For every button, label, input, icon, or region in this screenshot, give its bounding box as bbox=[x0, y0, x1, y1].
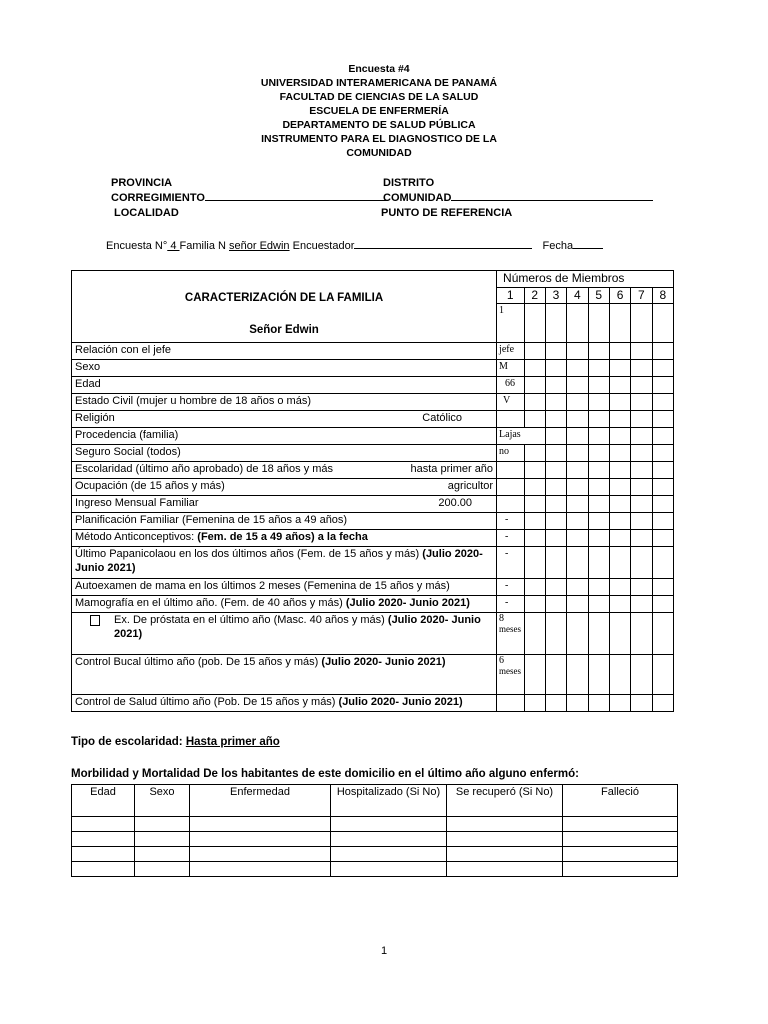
member1-head-cell: 1 bbox=[497, 304, 524, 343]
seguro-label: Seguro Social (todos) bbox=[72, 445, 497, 462]
table-row bbox=[72, 394, 674, 411]
ocupacion-label: Ocupación (de 15 años y más) bbox=[75, 480, 225, 492]
table-row bbox=[72, 579, 674, 596]
table-row bbox=[72, 513, 674, 530]
encuestador-label: Encuestador bbox=[289, 240, 355, 252]
morbilidad-cell[interactable] bbox=[331, 832, 447, 847]
sexo-label: Sexo bbox=[72, 360, 497, 377]
morbilidad-column-header: Hospitalizado (Si No) bbox=[331, 785, 447, 817]
relacion-value: jefe bbox=[497, 343, 524, 360]
morbilidad-row bbox=[72, 832, 678, 847]
salud-label: Control de Salud último año (Pob. De 15 años y más) bbox=[75, 696, 339, 708]
prostata-label: Ex. De próstata en el último año (Masc. 40 años y más) bbox=[114, 614, 388, 626]
school-name: ESCUELA DE ENFERMERÍA bbox=[309, 105, 449, 117]
relacion-label: Relación con el jefe bbox=[72, 343, 497, 360]
fecha-blank[interactable] bbox=[573, 248, 603, 249]
members-header: Números de Miembros bbox=[497, 271, 674, 288]
morbilidad-column-header: Falleció bbox=[563, 785, 678, 817]
member-number-1: 1 bbox=[497, 288, 524, 304]
edad-value: 66 bbox=[497, 377, 524, 394]
morbilidad-heading: Morbilidad y Mortalidad De los habitantes de este domicilio en el último año alguno enfermó: bbox=[71, 768, 579, 780]
family-characterization-table bbox=[71, 270, 674, 712]
mamografia-label: Mamografía en el último año. (Fem. de 40 años y más) bbox=[75, 597, 346, 609]
instrument-title-1: INSTRUMENTO PARA EL DIAGNOSTICO DE LA bbox=[261, 133, 497, 145]
table-row bbox=[72, 695, 674, 712]
metodo-period: (Fem. de 15 a 49 años) a la fecha bbox=[197, 531, 368, 543]
table-row bbox=[72, 613, 674, 655]
morbilidad-cell[interactable] bbox=[135, 847, 190, 862]
bucal-value-number: 6 bbox=[499, 655, 505, 666]
comunidad-label: COMUNIDAD bbox=[383, 192, 452, 204]
morbilidad-cell[interactable] bbox=[331, 847, 447, 862]
estado-civil-label: Estado Civil (mujer u hombre de 18 años o más) bbox=[72, 394, 497, 411]
corregimiento-field[interactable] bbox=[111, 192, 388, 204]
morbilidad-cell[interactable] bbox=[447, 847, 563, 862]
autoexamen-label: Autoexamen de mama en los últimos 2 meses (Femenina de 15 años y más) bbox=[72, 579, 497, 596]
morbilidad-cell[interactable] bbox=[190, 832, 331, 847]
morbilidad-cell[interactable] bbox=[563, 862, 678, 877]
morbilidad-cell[interactable] bbox=[72, 862, 135, 877]
metodo-label: Método Anticonceptivos: bbox=[75, 531, 198, 543]
morbilidad-cell[interactable] bbox=[135, 817, 190, 832]
document-header bbox=[0, 62, 768, 160]
comunidad-field[interactable] bbox=[383, 192, 653, 204]
encuesta-label: Encuesta N° bbox=[106, 240, 168, 252]
morbilidad-cell[interactable] bbox=[72, 847, 135, 862]
morbilidad-cell[interactable] bbox=[135, 862, 190, 877]
escolaridad-label: Escolaridad (último año aprobado) de 18 años y más bbox=[75, 463, 334, 475]
autoexamen-value: - bbox=[497, 579, 524, 596]
papanicolaou-period: (Julio 2020- Junio 2021) bbox=[75, 548, 483, 574]
morbilidad-row bbox=[72, 847, 678, 862]
morbilidad-cell[interactable] bbox=[563, 832, 678, 847]
bucal-value-unit: meses bbox=[499, 666, 522, 676]
morbilidad-cell[interactable] bbox=[72, 832, 135, 847]
morbilidad-cell[interactable] bbox=[563, 817, 678, 832]
procedencia-label: Procedencia (familia) bbox=[72, 428, 497, 445]
ingreso-label: Ingreso Mensual Familiar bbox=[75, 497, 199, 509]
table-row bbox=[72, 596, 674, 613]
morbilidad-cell[interactable] bbox=[135, 832, 190, 847]
table-row bbox=[72, 479, 674, 496]
morbilidad-cell[interactable] bbox=[447, 862, 563, 877]
morbilidad-cell[interactable] bbox=[190, 817, 331, 832]
escolaridad-answer: hasta primer año bbox=[410, 463, 494, 475]
mamografia-value: - bbox=[497, 596, 524, 613]
morbilidad-table bbox=[71, 784, 678, 877]
corregimiento-label: CORREGIMIENTO bbox=[111, 192, 205, 204]
university-name: UNIVERSIDAD INTERAMERICANA DE PANAMÁ bbox=[260, 77, 498, 89]
distrito-label: DISTRITO bbox=[383, 177, 435, 189]
survey-info-line bbox=[106, 240, 603, 252]
table-row bbox=[72, 411, 674, 428]
morbilidad-row bbox=[72, 817, 678, 832]
morbilidad-column-header: Edad bbox=[72, 785, 135, 817]
provincia-label: PROVINCIA bbox=[111, 177, 173, 189]
page-number: 1 bbox=[380, 945, 388, 957]
table-row bbox=[72, 462, 674, 479]
instrument-title-2: COMUNIDAD bbox=[346, 147, 412, 159]
morbilidad-column-header: Sexo bbox=[135, 785, 190, 817]
papanicolaou-value: - bbox=[497, 547, 524, 579]
metodo-value: - bbox=[497, 530, 524, 547]
family-name: Señor Edwin bbox=[249, 324, 319, 336]
encuesta-number: 4 bbox=[167, 240, 180, 252]
morbilidad-header-row bbox=[72, 785, 678, 817]
procedencia-value: Lajas bbox=[497, 428, 546, 445]
mamografia-period: (Julio 2020- Junio 2021) bbox=[345, 597, 470, 609]
morbilidad-cell[interactable] bbox=[190, 847, 331, 862]
table-row bbox=[72, 496, 674, 513]
table-row bbox=[72, 377, 674, 394]
religion-label: Religión bbox=[75, 412, 115, 424]
member-number-8: 8 bbox=[652, 288, 673, 304]
morbilidad-cell[interactable] bbox=[331, 862, 447, 877]
morbilidad-row bbox=[72, 862, 678, 877]
morbilidad-cell[interactable] bbox=[447, 817, 563, 832]
papanicolaou-label: Último Papanicolaou en los dos últimos años (Fem. de 15 años y más) bbox=[75, 548, 423, 560]
table-title-cell bbox=[72, 271, 497, 343]
morbilidad-cell[interactable] bbox=[190, 862, 331, 877]
bucal-period: (Julio 2020- Junio 2021) bbox=[321, 656, 446, 668]
encuestador-blank[interactable] bbox=[354, 248, 532, 249]
escolaridad-summary-value: Hasta primer año bbox=[185, 736, 280, 748]
localidad-label: LOCALIDAD bbox=[114, 207, 179, 219]
member-number-5: 5 bbox=[588, 288, 609, 304]
escolaridad-summary bbox=[71, 736, 280, 748]
table-row bbox=[72, 428, 674, 445]
sexo-value: M bbox=[497, 360, 524, 377]
table-row bbox=[72, 445, 674, 462]
ingreso-answer: 200.00 bbox=[438, 497, 473, 509]
morbilidad-cell[interactable] bbox=[563, 847, 678, 862]
planificacion-label: Planificación Familiar (Femenina de 15 años a 49 años) bbox=[72, 513, 497, 530]
familia-label: Familia N bbox=[179, 240, 230, 252]
edad-label: Edad bbox=[72, 377, 497, 394]
estado-civil-value: V bbox=[497, 394, 524, 411]
familia-value: señor Edwin bbox=[229, 240, 290, 252]
department-name: DEPARTAMENTO DE SALUD PÚBLICA bbox=[282, 119, 476, 131]
prostata-period: (Julio 2020- Junio 2021) bbox=[114, 614, 481, 640]
table-title: CARACTERIZACIÓN DE LA FAMILIA bbox=[184, 292, 384, 304]
religion-answer: Católico bbox=[422, 412, 463, 424]
bullet-icon bbox=[90, 615, 100, 626]
table-row bbox=[72, 360, 674, 377]
fecha-label: Fecha bbox=[542, 240, 574, 252]
morbilidad-cell[interactable] bbox=[447, 832, 563, 847]
prostata-value-unit: meses bbox=[499, 624, 522, 634]
seguro-value: no bbox=[497, 445, 524, 462]
table-row bbox=[72, 547, 674, 579]
bucal-label: Control Bucal último año (pob. De 15 años y más) bbox=[75, 656, 322, 668]
table-row bbox=[72, 343, 674, 360]
faculty-name: FACULTAD DE CIENCIAS DE LA SALUD bbox=[279, 91, 479, 103]
table-row bbox=[72, 655, 674, 695]
morbilidad-cell[interactable] bbox=[331, 817, 447, 832]
member-number-3: 3 bbox=[545, 288, 566, 304]
punto-referencia-label: PUNTO DE REFERENCIA bbox=[381, 207, 513, 219]
morbilidad-column-header: Enfermedad bbox=[190, 785, 331, 817]
prostata-value-number: 8 bbox=[499, 613, 505, 624]
table-row bbox=[72, 530, 674, 547]
member-number-2: 2 bbox=[524, 288, 545, 304]
survey-number: Encuesta #4 bbox=[348, 63, 410, 75]
morbilidad-column-header: Se recuperó (Si No) bbox=[447, 785, 563, 817]
salud-period: (Julio 2020- Junio 2021) bbox=[338, 696, 463, 708]
planificacion-value: - bbox=[497, 513, 524, 530]
escolaridad-summary-label: Tipo de escolaridad: bbox=[71, 736, 186, 748]
member-number-7: 7 bbox=[631, 288, 652, 304]
member-number-6: 6 bbox=[609, 288, 630, 304]
morbilidad-cell[interactable] bbox=[72, 817, 135, 832]
member-number-4: 4 bbox=[567, 288, 588, 304]
ocupacion-answer: agricultor bbox=[447, 480, 494, 492]
